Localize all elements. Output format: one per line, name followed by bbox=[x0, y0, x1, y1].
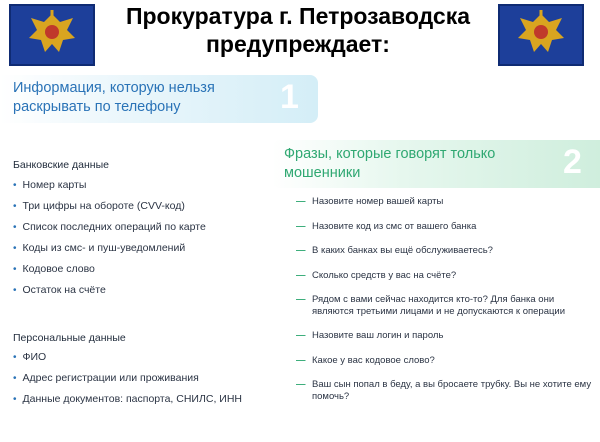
list-item: — Назовите номер вашей карты bbox=[296, 196, 444, 207]
bullet-dot-icon: • bbox=[13, 352, 17, 363]
list-item: • Список последних операций по карте bbox=[13, 221, 206, 233]
list-item: — Назовите код из смс от вашего банка bbox=[296, 220, 477, 232]
list-item: • ФИО bbox=[13, 351, 47, 363]
bank-data-list bbox=[13, 175, 206, 301]
bullet-dot-icon: • bbox=[13, 373, 17, 384]
dash-icon: — bbox=[296, 220, 306, 232]
info-block-number: 1 bbox=[280, 78, 299, 116]
list-item: • Три цифры на обороте (CVV-код) bbox=[13, 200, 185, 212]
list-item: • Коды из смс- и пуш-уведомлений bbox=[13, 242, 186, 254]
info-block-title: Информация, которую нельзя раскрывать по телефону bbox=[13, 80, 215, 115]
list-item: — Ваш сын попал в беду, а вы бросаете трубку. Вы не хотите ему помочь? bbox=[296, 379, 592, 402]
dash-icon: — bbox=[296, 379, 306, 390]
prosecutor-emblem-right-icon bbox=[498, 4, 584, 66]
list-item: — Сколько средств у вас на счёте? bbox=[296, 269, 457, 281]
list-item: — Рядом с вами сейчас находится кто-то? Для банка они являются третьими лицами и не допускаются к операции bbox=[296, 294, 566, 317]
scam-phrases-list bbox=[296, 196, 596, 402]
bullet-dot-icon: • bbox=[13, 222, 17, 233]
bullet-dot-icon: • bbox=[13, 180, 17, 191]
dash-icon: — bbox=[296, 196, 306, 207]
list-item: • Остаток на счёте bbox=[13, 284, 106, 296]
dash-icon: — bbox=[296, 269, 306, 281]
dash-icon: — bbox=[296, 294, 306, 305]
bullet-dot-icon: • bbox=[13, 394, 17, 405]
phrases-block-title: Фразы, которые говорят только мошенники bbox=[284, 146, 496, 181]
list-item: • Номер карты bbox=[13, 179, 87, 191]
list-item: • Кодовое слово bbox=[13, 263, 95, 275]
list-item: — В каких банках вы ещё обслуживаетесь? bbox=[296, 245, 493, 256]
dash-icon: — bbox=[296, 245, 306, 256]
list-item: • Адрес регистрации или проживания bbox=[13, 372, 199, 384]
bullet-dot-icon: • bbox=[13, 201, 17, 212]
dash-icon: — bbox=[296, 354, 306, 366]
personal-data-list bbox=[13, 347, 242, 410]
list-item: • Данные документов: паспорта, СНИЛС, ИНН bbox=[13, 393, 242, 405]
bullet-dot-icon: • bbox=[13, 285, 17, 296]
bullet-dot-icon: • bbox=[13, 243, 17, 254]
personal-section-heading: Персональные данные bbox=[13, 332, 126, 344]
bank-section-heading: Банковские данные bbox=[13, 159, 109, 171]
phrases-block-number: 2 bbox=[563, 143, 582, 181]
bullet-dot-icon: • bbox=[13, 264, 17, 275]
dash-icon: — bbox=[296, 330, 306, 341]
prosecutor-emblem-left-icon bbox=[9, 4, 95, 66]
list-item: — Какое у вас кодовое слово? bbox=[296, 354, 435, 366]
page-title: Прокуратура г. Петрозаводска предупреждает: bbox=[125, 3, 471, 57]
list-item: — Назовите ваш логин и пароль bbox=[296, 330, 444, 341]
